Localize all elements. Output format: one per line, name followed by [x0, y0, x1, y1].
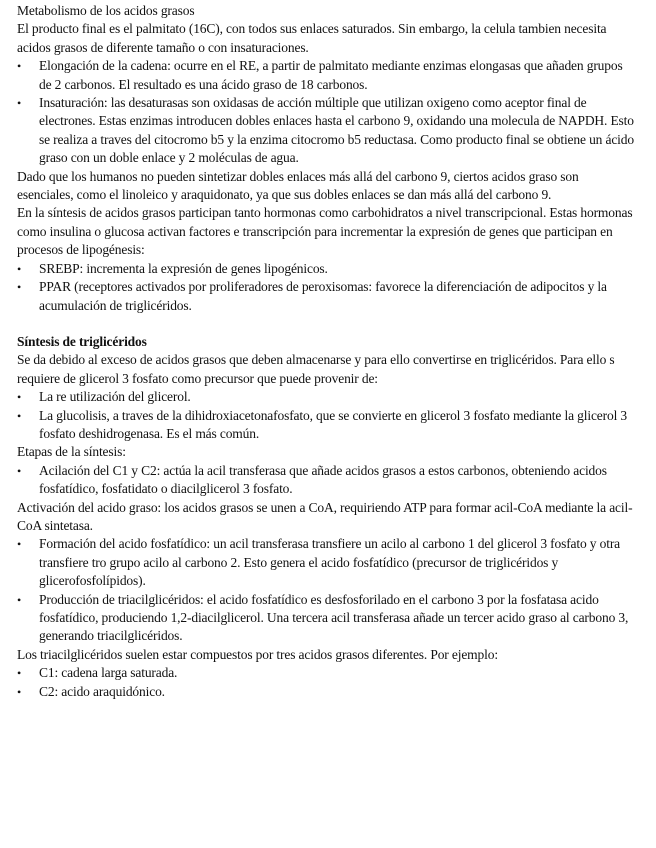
list-item: • C2: acido araquidónico.	[17, 683, 634, 701]
stages-label: Etapas de la síntesis:	[17, 444, 126, 460]
list-item: • SREBP: incrementa la expresión de genes lipogénicos.	[17, 260, 634, 278]
example-list	[17, 664, 634, 701]
composition-paragraph: Los triacilglicéridos suelen estar compuestos por tres acidos grasos diferentes. Por ejemplo:	[17, 646, 498, 662]
list-item: • Insaturación: las desaturasas son oxidasas de acción múltiple que utilizan oxigeno como aceptor final de electrones. Estas enzimas introducen dobles enlaces hasta el carbono 9, oxidando una molecula de NAPDH. Esto se realiza a traves del citocromo b5 y la enzima citocromo b5 reductasa. Como producto final se obtiene un ácido graso con un doble enlace y 2 moléculas de agua.	[17, 95, 634, 166]
bullet-icon: •	[17, 684, 22, 699]
glycerol-sources-list	[17, 388, 634, 443]
list-item: • La glucolisis, a traves de la dihidroxiacetonafosfato, que se convierte en glicerol 3 fosfato mediante la glicerol 3 fosfato deshidrogenasa. Es el más común.	[17, 407, 628, 441]
bullet-icon: •	[17, 280, 22, 295]
bullet-icon: •	[17, 390, 22, 405]
transcription-factors-list	[17, 260, 634, 315]
bullet-icon: •	[17, 408, 22, 423]
list-item: • Elongación de la cadena: ocurre en el RE, a partir de palmitato mediante enzimas elongasas que añaden grupos de 2 carbonos. El resultado es una ácido graso de 18 carbonos.	[17, 58, 623, 92]
list-item: • PPAR (receptores activados por proliferadores de peroxisomas: favorece la diferenciación de adipocitos y la acumulación de triglicéridos.	[17, 279, 607, 313]
list-item: • C1: cadena larga saturada.	[17, 664, 634, 682]
bullet-icon: •	[17, 592, 22, 607]
bullet-icon: •	[17, 261, 22, 276]
essential-fatty-acids-paragraph: Dado que los humanos no pueden sintetizar dobles enlaces más allá del carbono 9, ciertos acidos graso son esenciales, como el linoleico y araquidonato, ya que sus dobles enlaces se dan más allá del carbono 9.	[17, 168, 579, 203]
list-item: • Producción de triacilglicéridos: el acido fosfatídico es desfosforilado en el carbono 3 por la fosfatasa acido fosfatídico, produciendo 1,2-diacilglicerol. Una tercera acil transferasa añade un tercer acido graso al carbono 3, generando triacilglicéridos.	[17, 591, 629, 644]
document-heading: Metabolismo de los acidos grasos	[17, 3, 195, 18]
bullet-icon: •	[17, 59, 22, 74]
synthesis-steps-list	[17, 535, 634, 645]
bullet-icon: •	[17, 96, 22, 111]
modifications-list	[17, 57, 634, 167]
intro-paragraph: El producto final es el palmitato (16C), con todos sus enlaces saturados. Sin embargo, la celula tambien necesita acidos grasos de diferente tamaño o con insaturaciones.	[17, 21, 607, 55]
bullet-icon: •	[17, 666, 22, 681]
bullet-icon: •	[17, 537, 22, 552]
list-item: • Formación del acido fosfatídico: un acil transferasa transfiere un acilo al carbono 1 del glicerol 3 fosfato y otra transfiere tro grupo acilo al carbono 2. Esto genera el acido fosfatídico (precursor de triglicéridos y glicerofosfolípidos).	[17, 536, 621, 589]
hormones-paragraph: En la síntesis de acidos grasos participan tanto hormonas como carbohidratos a nivel transcripcional. Estas hormonas como insulina o glucosa activan factores e transcripción para incrementar la expresión de genes que participan en procesos de lipogénesis:	[17, 205, 633, 258]
activation-paragraph: Activación del acido graso: los acidos grasos se unen a CoA, requiriendo ATP para formar acil-CoA mediante la acil-CoA sintetasa.	[17, 499, 633, 533]
list-item: • La re utilización del glicerol.	[17, 388, 634, 406]
triglycerides-paragraph: Se da debido al exceso de acidos grasos que deben almacenarse y para ello convertirse en triglicéridos. Para ello s requiere de glicerol 3 fosfato como precursor que puede provenir de:	[17, 352, 615, 386]
list-item: • Acilación del C1 y C2: actúa la acil transferasa que añade acidos grasos a estos carbonos, obteniendo acidos fosfatídico, fosfatidato o diacilglicerol 3 fosfato.	[17, 462, 607, 497]
section-title: Síntesis de triglicéridos	[17, 333, 147, 349]
bullet-icon: •	[17, 463, 22, 478]
stages-list	[17, 462, 634, 499]
